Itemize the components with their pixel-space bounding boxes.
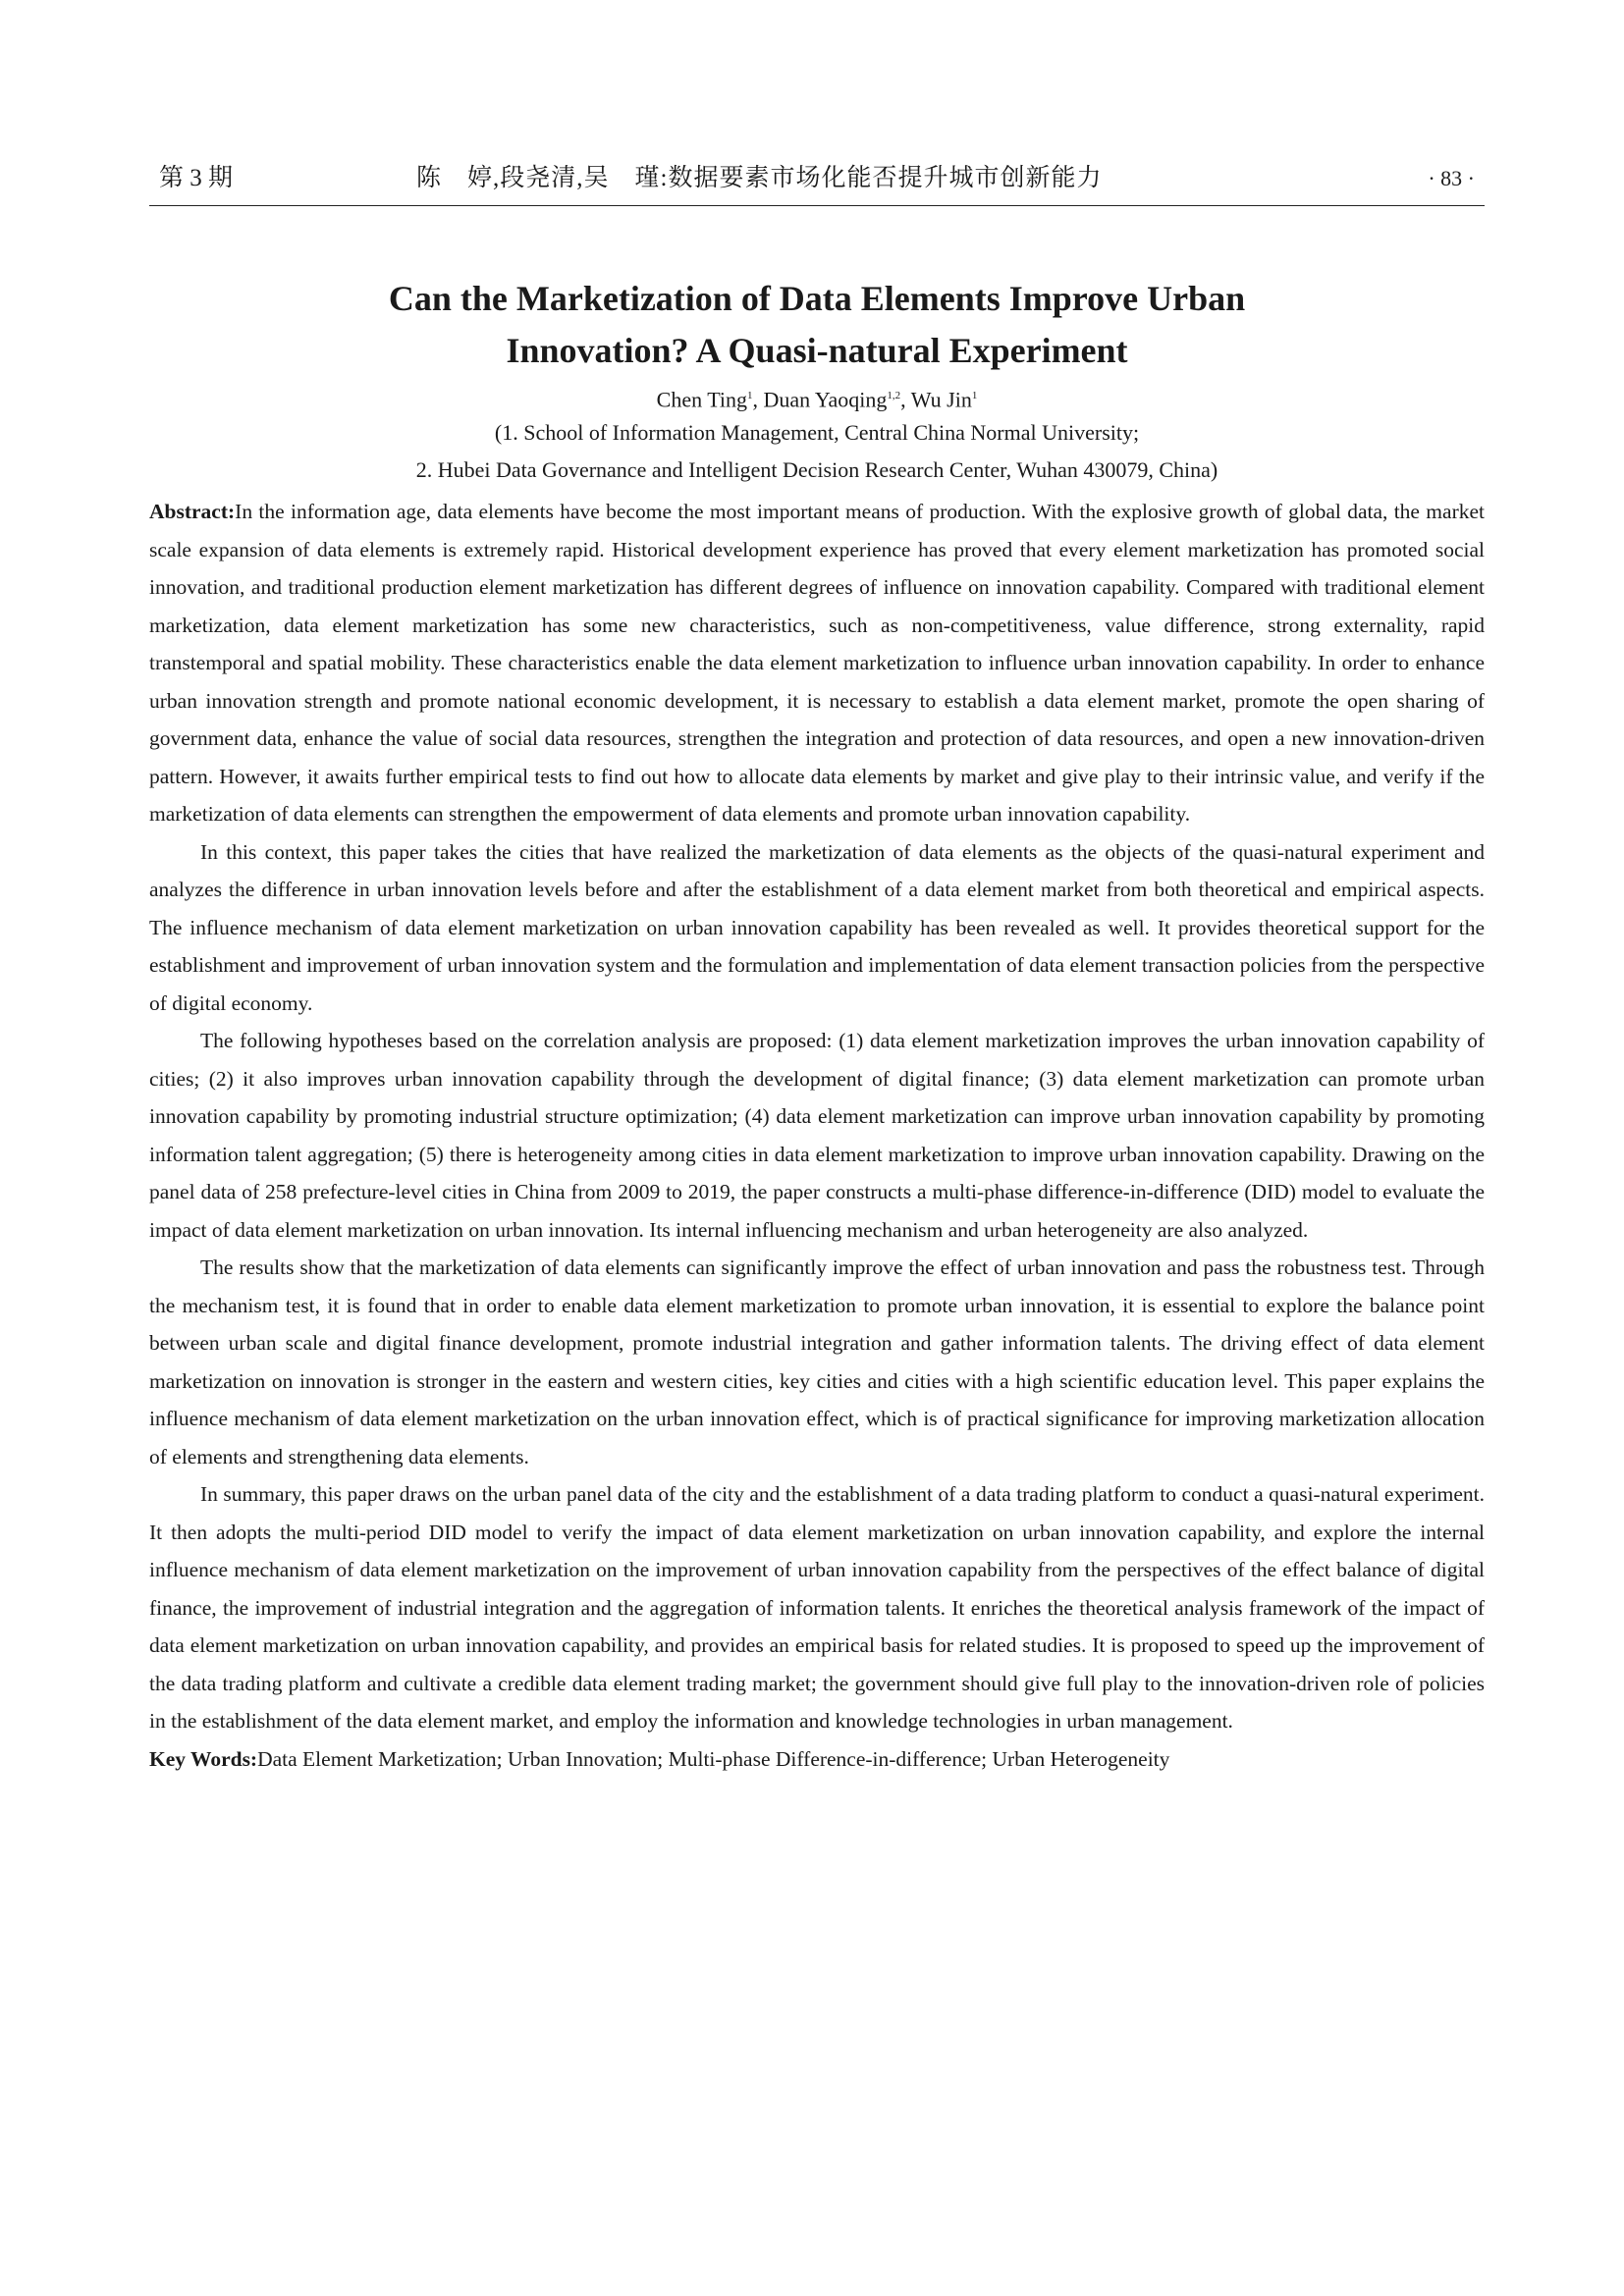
author-name: Chen Ting xyxy=(656,387,747,412)
article-title xyxy=(149,273,1485,377)
title-line-2: Innovation? A Quasi-natural Experiment xyxy=(506,331,1128,370)
abstract-label: Abstract: xyxy=(149,500,236,523)
body-paragraph: In this context, this paper takes the cities that have realized the marketization of data elements as the objects of the quasi-natural experiment and analyzes the difference in urban innovation levels before and after the establishment of a data element market from both theoretical and empirical aspects. The influence mechanism of data element marketization on urban innovation capability has been revealed as well. It provides theoretical support for the establishment and improvement of urban innovation system and the formulation and implementation of data element transaction policies from the perspective of digital economy. xyxy=(149,839,1485,1015)
abstract-text: In the information age, data elements have become the most important means of production. With the explosive growth of global data, the market scale expansion of data elements is extremely rapid. Historical development experience has proved that every element marketization has promoted social innovation, and traditional production element marketization has different degrees of influence on innovation capability. Compared with traditional element marketization, data element marketization has some new characteristics, such as non-competitiveness, value difference, strong externality, rapid transtemporal and spatial mobility. These characteristics enable the data element marketization to influence urban innovation capability. In order to enhance urban innovation strength and promote national economic development, it is necessary to establish a data element market, promote the open sharing of government data, enhance the value of social data resources, strengthen the integration and protection of data resources, and open a new innovation-driven pattern. However, it awaits further empirical tests to find out how to allocate data elements by market and give play to their intrinsic value, and verify if the marketization of data elements can strengthen the empowerment of data elements and promote urban innovation capability. xyxy=(149,500,1485,826)
affiliation-line-1: (1. School of Information Management, Central China Normal University; xyxy=(494,420,1140,445)
affiliation-line-2: 2. Hubei Data Governance and Intelligent Decision Research Center, Wuhan 430079, China) xyxy=(415,457,1218,482)
body-paragraph: The following hypotheses based on the correlation analysis are proposed: (1) data element marketization improves the urban innovation capability of cities; (2) it also improves urban innovation capability through the development of digital finance; (3) data element marketization can promote urban innovation capability by promoting industrial structure optimization; (4) data element marketization can improve urban innovation capability by promoting information talent aggregation; (5) there is heterogeneity among cities in data element marketization to improve urban innovation capability. Drawing on the panel data of 258 prefecture-level cities in China from 2009 to 2019, the paper constructs a multi-phase difference-in-difference (DID) model to evaluate the impact of data element marketization on urban innovation. Its internal influencing mechanism and urban heterogeneity are also analyzed. xyxy=(149,1029,1485,1242)
title-line-1: Can the Marketization of Data Elements Improve Urban xyxy=(388,279,1246,318)
author-name: Duan Yaoqing xyxy=(763,387,888,412)
body-paragraph: The results show that the marketization of data elements can significantly improve the effect of urban innovation and pass the robustness test. Through the mechanism test, it is found that in order to enable data element marketization to promote urban innovation, it is essential to explore the balance point between urban scale and digital finance development, promote industrial integration and gather information talents. The driving effect of data element marketization on innovation is stronger in the eastern and western cities, key cities and cities with a high scientific education level. This paper explains the influence mechanism of data element marketization on the urban innovation effect, which is of practical significance for improving marketization allocation of elements and strengthening data elements. xyxy=(149,1255,1485,1468)
author-separator: , xyxy=(752,387,764,412)
keywords-label: Key Words: xyxy=(149,1746,258,1771)
abstract-paragraph xyxy=(149,493,1485,833)
author-affiliation-mark: 1,2 xyxy=(887,390,901,401)
running-header xyxy=(149,159,1485,198)
running-title: 陈 婷,段尧清,吴 瑾:数据要素市场化能否提升城市创新能力 xyxy=(416,165,1103,191)
body-paragraph: In summary, this paper draws on the urban panel data of the city and the establishment of a data trading platform to conduct a quasi-natural experiment. It then adopts the multi-period DID model to verify the impact of data element marketization on urban innovation capability, and explore the internal influence mechanism of data element marketization on the improvement of urban innovation capability from the perspectives of the effect balance of digital finance, the improvement of industrial integration and the aggregation of information talents. It enriches the theoretical analysis framework of the impact of data element marketization on urban innovation capability, and provides an empirical basis for related studies. It is proposed to speed up the improvement of the data trading platform and cultivate a credible data element trading market; the government should give full play to the innovation-driven role of policies in the establishment of the data element market, and employ the information and knowledge technologies in urban management. xyxy=(149,1482,1485,1733)
keywords-paragraph xyxy=(149,1740,1485,1779)
author-affiliation-mark: 1 xyxy=(971,390,978,401)
author-list xyxy=(149,379,1485,416)
author-name: Wu Jin xyxy=(910,387,972,412)
header-rule xyxy=(149,205,1485,206)
abstract-body xyxy=(149,493,1485,1778)
issue-number: 第 3 期 xyxy=(159,165,234,191)
page-number: · 83 · xyxy=(1428,166,1475,190)
keywords-text: Data Element Marketization; Urban Innovation; Multi-phase Difference-in-difference; Urban Heterogeneity xyxy=(257,1746,1170,1771)
author-affiliation-mark: 1 xyxy=(747,390,753,401)
author-separator: , xyxy=(900,387,911,412)
